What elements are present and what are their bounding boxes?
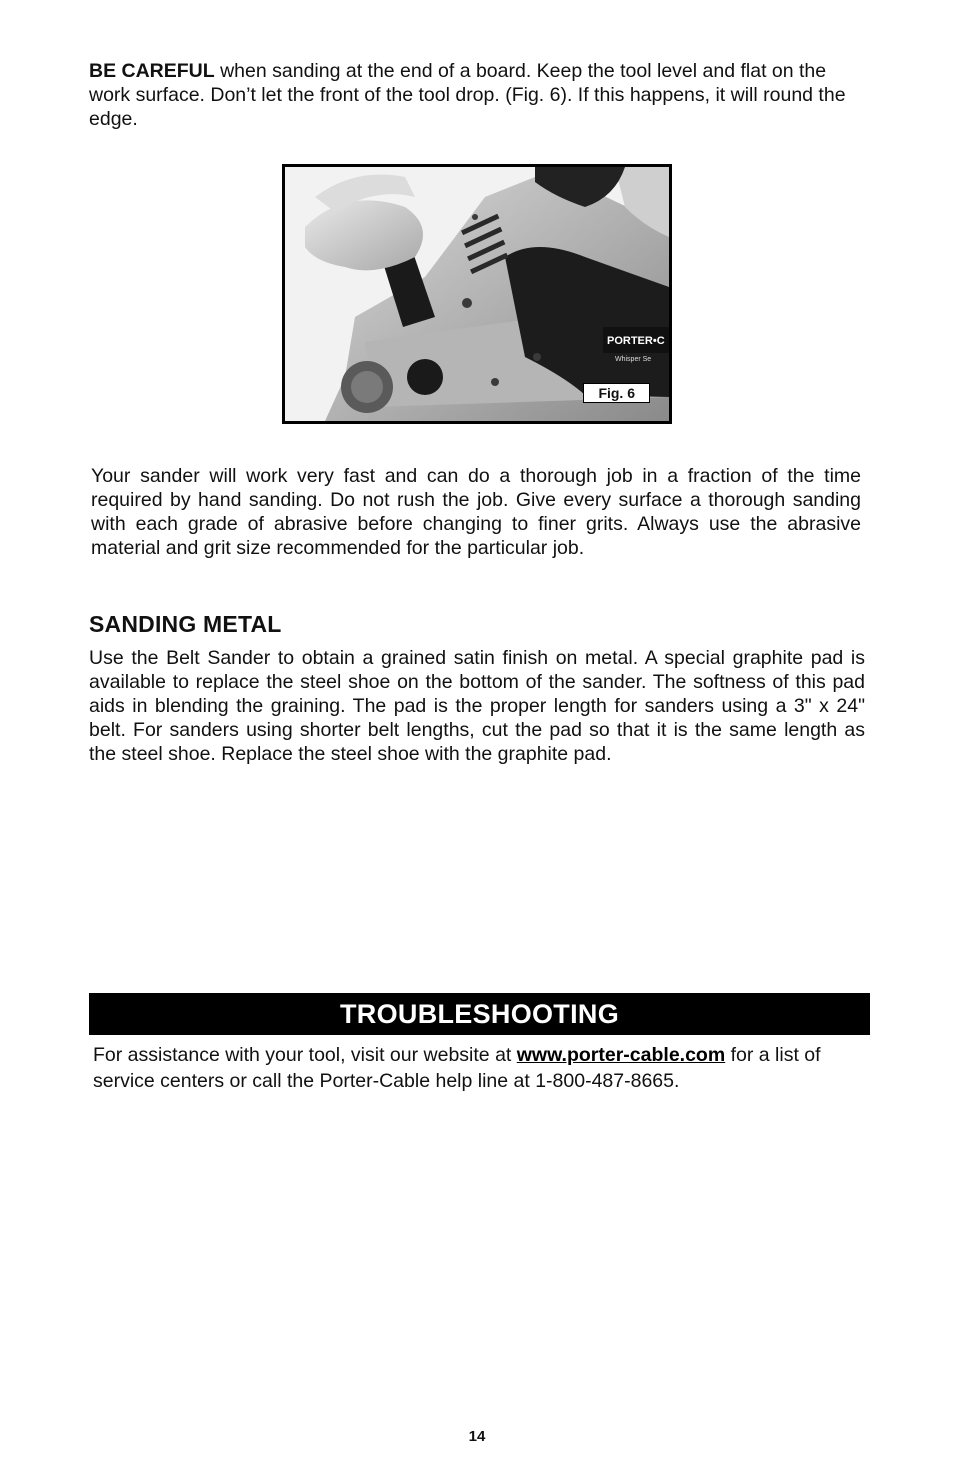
- website-link[interactable]: www.porter-cable.com: [516, 1044, 726, 1066]
- page-number: 14: [468, 1428, 486, 1445]
- troubleshooting-text-before: For assistance with your tool, visit our website at: [93, 1044, 517, 1066]
- troubleshooting-text-after: for a list of service centers or call the Porter-Cable help line at 1-800-487-8665.: [93, 1044, 821, 1092]
- sanding-metal-heading: SANDING METAL: [89, 611, 282, 637]
- intro-text: when sanding at the end of a board. Keep the tool level and flat on the work surface. Don’t let the front of the tool drop. (Fig. 6). If this happens, it will round the edge.: [89, 60, 846, 130]
- intro-paragraph: [89, 59, 867, 131]
- troubleshooting-title-bar: TROUBLESHOOTING: [89, 993, 870, 1035]
- be-careful-lead: BE CAREFUL: [89, 60, 215, 82]
- brand-label: PORTER•C: [607, 335, 665, 347]
- speed-paragraph: Your sander will work very fast and can do a thorough job in a fraction of the time required by hand sanding. Do not rush the job. Give every surface a thorough sanding with each grade of abrasive before changing to finer grits. Always use the abrasive material and grit size recommended for the particular job.: [91, 465, 861, 559]
- sanding-metal-paragraph: Use the Belt Sander to obtain a grained satin finish on metal. A special graphite pad is available to replace the steel shoe on the bottom of the sander. The softness of this pad aids in blending the graining. The pad is the proper length for sanders using a 3" x 24" belt. For sanders using shorter belt lengths, cut the pad so that it is the same length as the steel shoe. Replace the steel shoe with the graphite pad.: [89, 647, 865, 765]
- figure-label: Fig. 6: [583, 383, 650, 403]
- troubleshooting-paragraph: [93, 1042, 865, 1094]
- figure-6-photo: [282, 164, 672, 424]
- brand-sub-label: Whisper Se: [615, 356, 652, 363]
